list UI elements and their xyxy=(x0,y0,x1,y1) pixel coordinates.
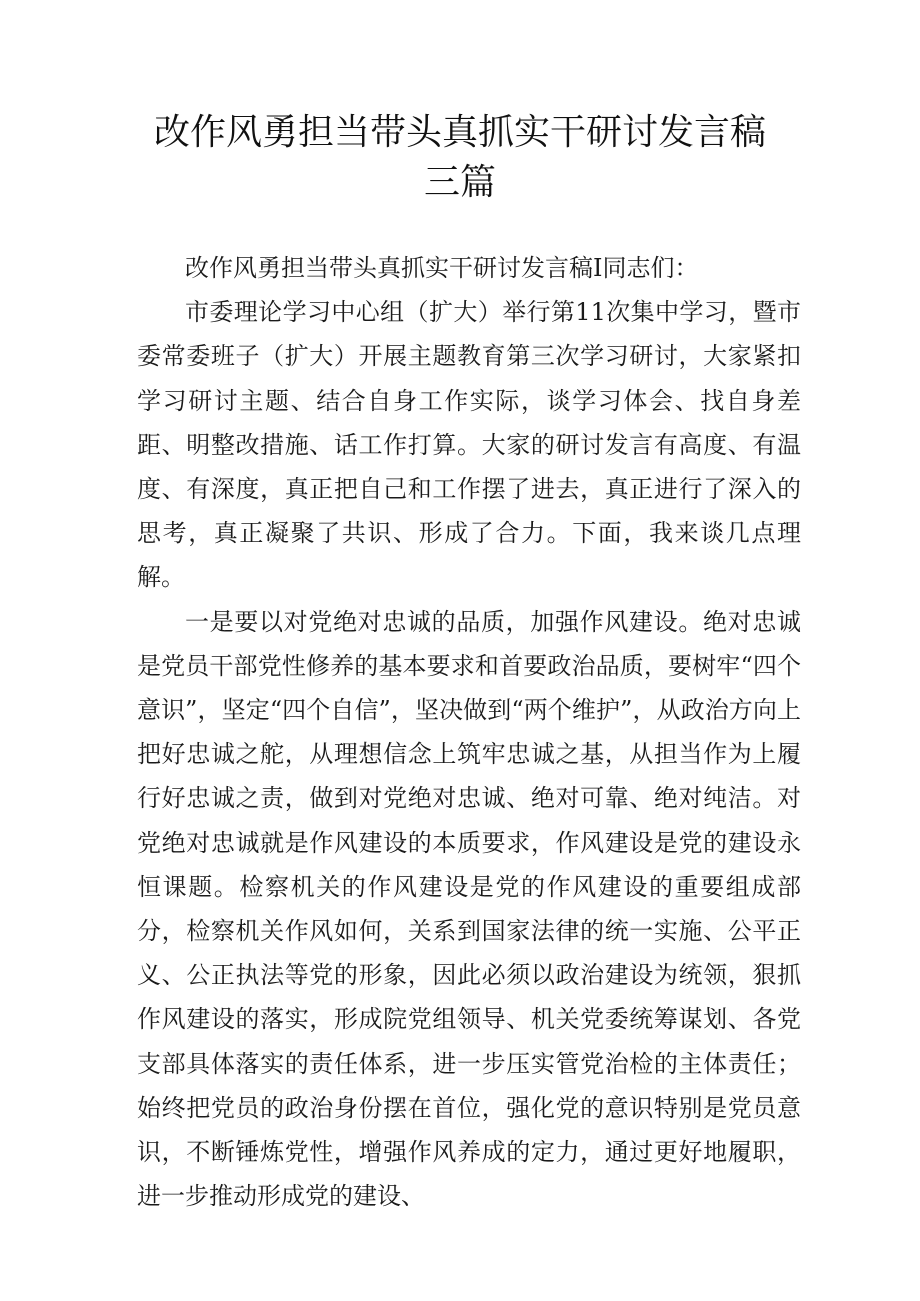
intro-paragraph: 市委理论学习中心组（扩大）举行第11次集中学习，暨市委常委班子（扩大）开展主题教育第三次学习研讨，大家紧扣学习研讨主题、结合自身工作实际，谈学习体会、找自身差距、明整改措施、话工作打算。大家的研讨发言有高度、有温度、有深度，真正把自己和工作摆了进去，真正进行了深入的思考，真正凝聚了共识、形成了合力。下面，我来谈几点理解。 xyxy=(137,298,801,592)
document-body xyxy=(137,246,801,1218)
document-title: 改作风勇担当带头真抓实干研讨发言稿三篇 xyxy=(153,112,766,203)
point-one-paragraph: 一是要以对党绝对忠诚的品质，加强作风建设。绝对忠诚是党员干部党性修养的基本要求和首要政治品质，要树牢“四个意识”，坚定“四个自信”，坚决做到“两个维护”，从政治方向上把好忠诚之舵，从理想信念上筑牢忠诚之基，从担当作为上履行好忠诚之责，做到对党绝对忠诚、绝对可靠、绝对纯洁。对党绝对忠诚就是作风建设的本质要求，作风建设是党的建设永恒课题。检察机关的作风建设是党的作风建设的重要组成部分，检察机关作风如何，关系到国家法律的统一实施、公平正义、公正执法等党的形象，因此必须以政治建设为统领，狠抓作风建设的落实，形成院党组领导、机关党委统筹谋划、各党支部具体落实的责任体系，进一步压实管党治检的主体责任；始终把党员的政治身份摆在首位，强化党的意识特别是党员意识，不断锤炼党性，增强作风养成的定力，通过更好地履职，进一步推动形成党的建设、 xyxy=(137,607,801,1211)
salutation-paragraph: 改作风勇担当带头真抓实干研讨发言稿Ⅰ同志们： xyxy=(185,254,699,282)
